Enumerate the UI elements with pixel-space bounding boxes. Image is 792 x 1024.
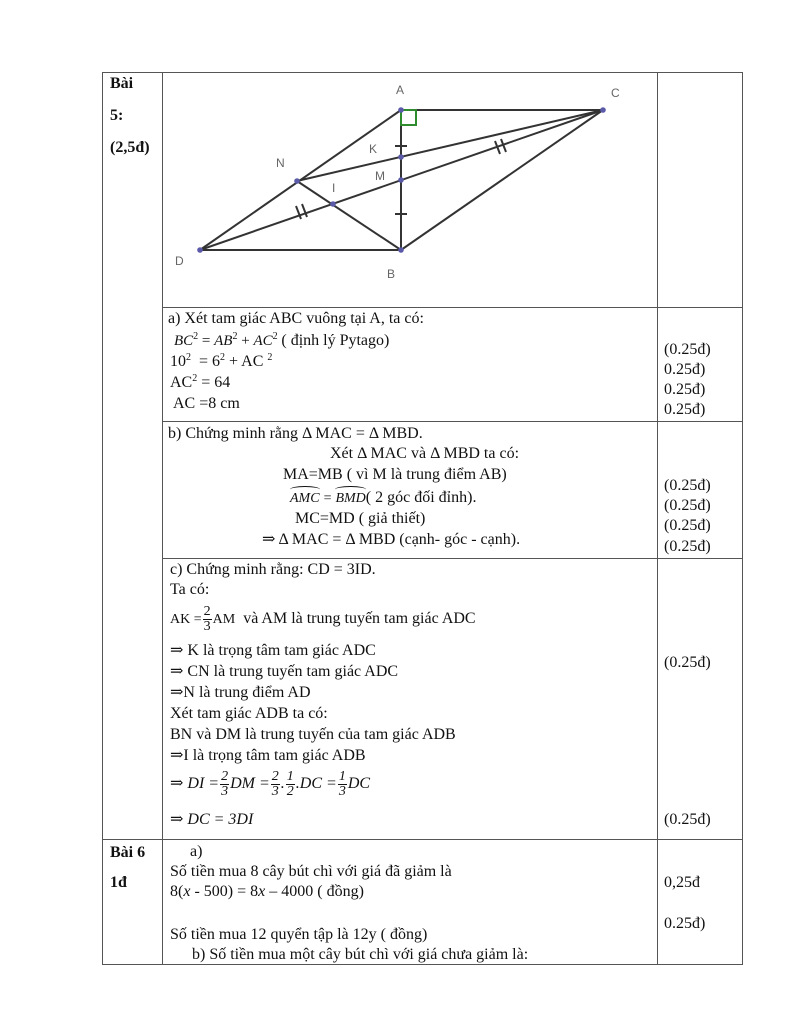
part-a-score-1: (0.25đ) <box>664 341 711 358</box>
geometry-figure <box>162 78 656 304</box>
part-c-score-2: (0.25đ) <box>664 811 711 828</box>
part-c-line-5: ⇒ CN là trung tuyến tam giác ADC <box>170 663 399 680</box>
bai6-line-3-e: – 4000 ( đồng) <box>265 883 364 900</box>
part-a-score-2: 0.25đ) <box>664 361 706 378</box>
point-label-k: K <box>369 142 378 156</box>
point-label-d: D <box>175 254 184 268</box>
part-a-line-3-a: 10 <box>170 353 186 370</box>
part-a-line-3-b: = 6 <box>199 353 221 370</box>
part-a-score-3: 0.25đ) <box>664 381 706 398</box>
bai6-label-2: 1đ <box>110 874 127 891</box>
part-b-line-4-note: ( 2 góc đối đỉnh). <box>365 489 477 506</box>
part-a-score-4: 0.25đ) <box>664 401 706 418</box>
bai6-line-3 <box>170 882 364 902</box>
part-c-line-2: Ta có: <box>170 581 210 598</box>
part-a-line-4-b: = 64 <box>201 374 231 391</box>
point-label-n: N <box>276 156 285 170</box>
part-b-score-2: (0.25đ) <box>664 497 711 514</box>
part-c-line-3-b: AM <box>212 612 236 627</box>
point-label-c: C <box>611 86 620 100</box>
part-b-line-1: b) Chứng minh rằng Δ MAC = Δ MBD. <box>168 425 423 442</box>
bai6-score-1: 0,25đ <box>664 874 700 891</box>
bai5-label-2: 5: <box>110 107 124 124</box>
bai5-label-3: (2,5đ) <box>110 139 150 156</box>
bai5-label-1: Bài <box>110 75 134 92</box>
part-a-pythagoras: $BC^2 = AB^2 + AC^2$ ( định lý Pytago) <box>174 331 390 349</box>
part-c-line-10: ⇒ DI = $\frac{2}{3}$ DM = $\frac{2}{3}$ . $\frac{1}{2}$ .DC = $\frac{1}{3}$ DC <box>170 768 371 799</box>
point-label-m: M <box>375 169 385 183</box>
part-b-score-4: (0.25đ) <box>664 538 711 555</box>
part-a-line-1: a) Xét tam giác ABC vuông tại A, ta có: <box>168 310 424 327</box>
row-divider <box>162 307 742 308</box>
part-c-line-7: Xét tam giác ADB ta có: <box>170 705 328 722</box>
row-divider <box>103 839 742 840</box>
part-a-line-4: $AC^2 = 64$ <box>170 373 231 391</box>
row-divider <box>162 558 742 559</box>
bai6-line-3-x2: x <box>258 883 266 900</box>
bai6-line-3-x1: x <box>183 883 191 900</box>
part-a-line-3-c: + AC <box>229 353 264 370</box>
part-b-line-3: MA=MB ( vì M là trung điểm AB) <box>283 466 507 483</box>
part-b-score-3: (0.25đ) <box>664 517 711 534</box>
angle-bmd: BMD <box>335 489 365 509</box>
point-label-b: B <box>387 267 396 281</box>
bai6-line-3-c: - 500) = 8 <box>190 883 259 900</box>
part-c-line-1: c) Chứng minh rằng: CD = 3ID. <box>170 561 376 578</box>
part-c-line-9: ⇒I là trọng tâm tam giác ADB <box>170 747 366 764</box>
right-angle-marker <box>401 110 416 125</box>
part-c-line-6: ⇒N là trung điểm AD <box>170 684 311 701</box>
bai6-label-1: Bài 6 <box>110 844 146 861</box>
bai6-line-1: a) <box>190 843 203 860</box>
part-c-line-3 <box>170 603 476 636</box>
part-c-line-3-c: và AM là trung tuyến tam giác ADC <box>243 610 476 627</box>
part-b-line-5: MC=MD ( giả thiết) <box>295 510 426 527</box>
part-c-score-1: (0.25đ) <box>664 654 711 671</box>
fraction-two-thirds: $\frac{2}{3}$ <box>203 603 211 634</box>
part-a-line-5: AC =8 cm <box>173 395 240 412</box>
column-divider <box>657 73 658 964</box>
part-b-line-2: Xét Δ MAC và Δ MBD ta có: <box>330 445 520 462</box>
part-c-line-4: ⇒ K là trọng tâm tam giác ADC <box>170 642 376 659</box>
part-b-score-1: (0.25đ) <box>664 477 711 494</box>
part-c-line-11-eq: DC = 3DI <box>187 811 254 828</box>
point-label-a: A <box>396 83 405 97</box>
bai6-line-3-a: 8( <box>170 883 184 900</box>
part-c-line-3-a: AK = <box>170 612 202 627</box>
part-b-line-4: AMC = BMD( 2 góc đối đỉnh). <box>290 488 476 509</box>
bai6-line-5: b) Số tiền mua một cây bút chì với giá chưa giảm là: <box>192 946 529 963</box>
part-a-pythagoras-note: ( định lý Pytago) <box>281 332 390 349</box>
bai6-score-2: 0.25đ) <box>664 915 706 932</box>
part-a-line-4-a: AC <box>170 374 193 391</box>
point-label-i: I <box>332 181 336 195</box>
part-c-line-8: BN và DM là trung tuyến của tam giác ADB <box>170 726 456 743</box>
angle-amc: AMC <box>290 489 320 509</box>
part-b-line-6: ⇒ Δ MAC = Δ MBD (cạnh- góc - cạnh). <box>262 531 521 548</box>
part-a-line-3: $10^2 = 6^2$ + AC $^2$ <box>170 352 273 370</box>
bai6-line-2: Số tiền mua 8 cây bút chì với giá đã giảm là <box>170 863 452 880</box>
bai6-line-4: Số tiền mua 12 quyển tập là 12y ( đồng) <box>170 926 428 943</box>
row-divider <box>162 421 742 422</box>
part-c-line-11: ⇒ DC = 3DI <box>170 811 254 828</box>
